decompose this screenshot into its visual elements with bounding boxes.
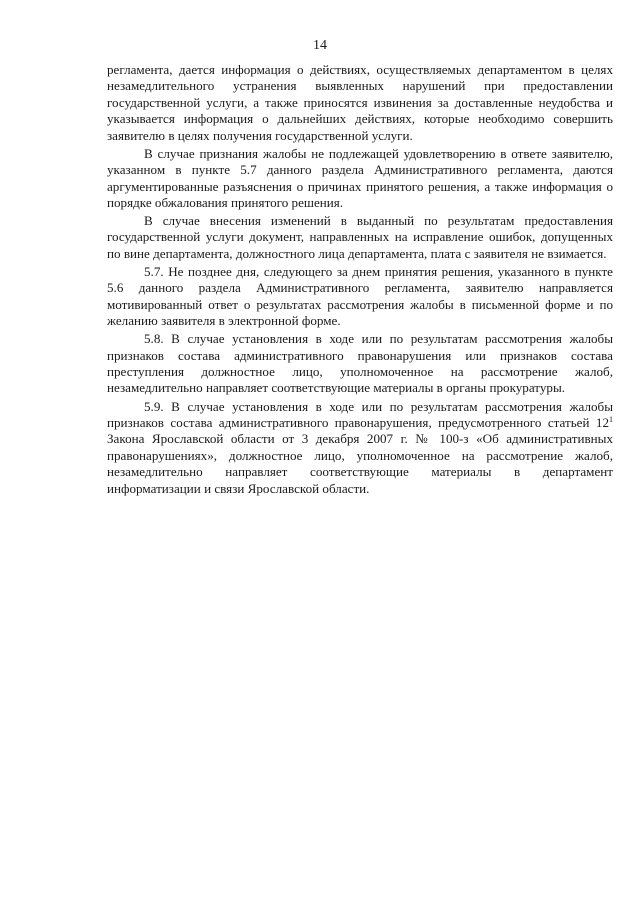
paragraph-rejection: В случае признания жалобы не подлежащей удовлетворению в ответе заявителю, указанном в пункте 5.7 данного раздела Административного регламента, даются аргументированные разъяснения о причинах принятого решения, а также информация о порядке обжалования принятого решения. [107, 145, 613, 210]
paragraph-continuation: регламента, дается информация о действиях, осуществляемых департаментом в целях незамедлительного устранения выявленных нарушений при предоставлении государственной услуги, а также приносятся извинения за доставленные неудобства и указывается информация о дальнейших действиях, которые необходимо совершить заявителю в целях получения государственной услуги. [107, 62, 613, 143]
paragraph-5-9 [107, 399, 613, 497]
document-body [107, 62, 613, 499]
paragraph-5-9-part-1: 5.9. В случае установления в ходе или по результатам рассмотрения жалобы признаков состава административного правонарушения, предусмотренного статьей 12 [107, 398, 613, 430]
page-number: 14 [313, 38, 327, 53]
paragraph-5-8: 5.8. В случае установления в ходе или по результатам рассмотрения жалобы признаков состава административного правонарушения или признаков состава преступления должностное лицо, уполномоченное на рассмотрение жалоб, незамедлительно направляет соответствующие материалы в органы прокуратуры. [107, 331, 613, 396]
paragraph-5-7: 5.7. Не позднее дня, следующего за днем принятия решения, указанного в пункте 5.6 данного раздела Административного регламента, заявителю направляется мотивированный ответ о результатах рассмотрения жалобы в письменной форме и по желанию заявителя в электронной форме. [107, 263, 613, 329]
footnote-superscript: 1 [609, 414, 613, 424]
paragraph-corrections: В случае внесения изменений в выданный по результатам предоставления государственной услуги документ, направленных на исправление ошибок, допущенных по вине департамента, должностного лица департамента, плата с заявителя не взимается. [107, 213, 613, 261]
paragraph-5-9-part-2: Закона Ярославской области от 3 декабря 2007 г. № 100-з «Об административных правонарушениях», должностное лицо, уполномоченное на рассмотрение жалоб, незамедлительно направляет соответствующие материалы в департамент информатизации и связи Ярославской области. [107, 431, 613, 496]
